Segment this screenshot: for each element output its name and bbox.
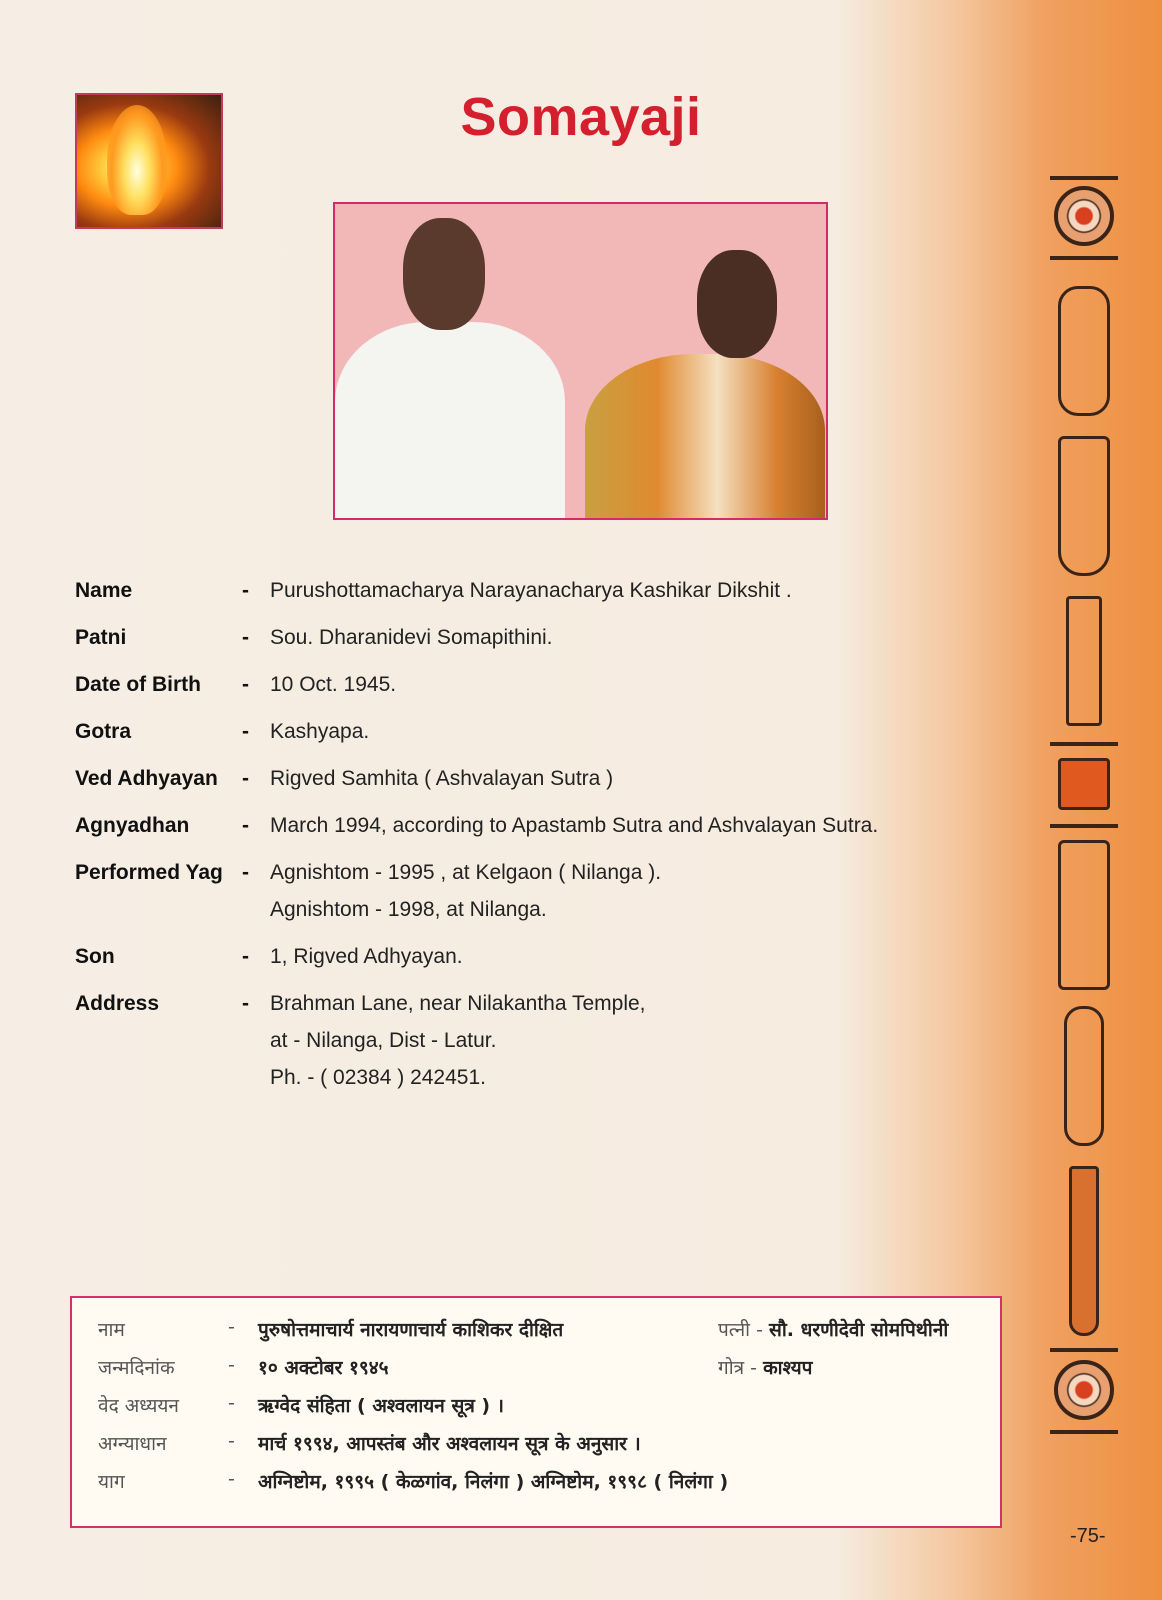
hindi-right-value: सौ. धरणीदेवी सोमपिथीनी	[769, 1319, 949, 1341]
hindi-label: याग	[98, 1471, 125, 1493]
hindi-right-label: गोत्र -	[718, 1357, 758, 1379]
page-number: -75-	[1070, 1525, 1106, 1547]
scroll-ornament-icon	[1058, 840, 1110, 990]
ladle-ornament-icon	[1069, 1166, 1099, 1336]
detail-value: Rigved Samhita ( Ashvalayan Sutra )	[270, 767, 614, 790]
detail-value: March 1994, according to Apastamb Sutra and Ashvalayan Sutra.	[270, 814, 879, 837]
detail-label: Patni	[75, 626, 127, 649]
detail-label: Ved Adhyayan	[75, 767, 218, 790]
detail-value: 1, Rigved Adhyayan.	[270, 945, 463, 968]
hindi-label: वेद अध्ययन	[98, 1395, 179, 1417]
hindi-label: नाम	[98, 1319, 125, 1341]
detail-row-address: Address - Brahman Lane, near Nilakantha Temple, at - Nilanga, Dist - Latur. Ph. - ( 02384 ) 242451.	[75, 985, 975, 1096]
detail-row-ved-adhyayan: Ved Adhyayan - Rigved Samhita ( Ashvalayan Sutra )	[75, 760, 975, 797]
detail-value: Purushottamacharya Narayanacharya Kashikar Dikshit .	[270, 579, 792, 602]
details-list	[75, 572, 975, 1106]
hindi-label: जन्मदिनांक	[98, 1357, 175, 1379]
detail-row-name: Name - Purushottamacharya Narayanacharya Kashikar Dikshit .	[75, 572, 975, 609]
cup-ornament-icon	[1058, 436, 1110, 576]
detail-value: Agnishtom - 1995 , at Kelgaon ( Nilanga ).	[270, 861, 662, 884]
detail-value: Sou. Dharanidevi Somapithini.	[270, 626, 553, 649]
vessel-ornament-icon	[1058, 286, 1110, 416]
hindi-right-label: पत्नी -	[718, 1319, 763, 1341]
hindi-value: ऋग्वेद संहिता ( अश्वलायन सूत्र ) ।	[258, 1395, 504, 1417]
detail-label: Agnyadhan	[75, 814, 190, 837]
hindi-summary-box	[70, 1296, 1002, 1528]
pestle-ornament-icon	[1064, 1006, 1104, 1146]
detail-value: Agnishtom - 1998, at Nilanga.	[270, 898, 547, 921]
detail-value: Brahman Lane, near Nilakantha Temple,	[270, 992, 646, 1015]
detail-row-dob: Date of Birth - 10 Oct. 1945.	[75, 666, 975, 703]
detail-label: Gotra	[75, 720, 132, 743]
hindi-value: अग्निष्टोम, १९९५ ( केळगांव, निलंगा ) अग्निष्टोम, १९९८ ( निलंगा )	[258, 1471, 729, 1493]
hindi-row-ved: वेद अध्ययन - ऋग्वेद संहिता ( अश्वलायन सूत्र ) ।	[98, 1392, 504, 1417]
hindi-label: अग्न्याधान	[98, 1433, 167, 1455]
hindi-value: मार्च १९९४, आपस्तंब और अश्वलायन सूत्र के अनुसार ।	[258, 1433, 641, 1455]
detail-label: Performed Yag	[75, 861, 223, 884]
detail-value: 10 Oct. 1945.	[270, 673, 397, 696]
hindi-right-value: काश्यप	[763, 1357, 813, 1379]
detail-row-agnyadhan: Agnyadhan - March 1994, according to Apastamb Sutra and Ashvalayan Sutra.	[75, 807, 975, 844]
detail-label: Address	[75, 992, 160, 1015]
hindi-value: १० अक्टोबर १९४५	[258, 1357, 389, 1379]
detail-row-son: Son - 1, Rigved Adhyayan.	[75, 938, 975, 975]
detail-row-patni: Patni - Sou. Dharanidevi Somapithini.	[75, 619, 975, 656]
detail-row-performed-yag: Performed Yag - Agnishtom - 1995 , at Kelgaon ( Nilanga ). Agnishtom - 1998, at Nilanga.	[75, 854, 975, 928]
fire-altar-ornament-icon	[1058, 758, 1110, 810]
detail-value: Ph. - ( 02384 ) 242451.	[270, 1066, 486, 1089]
post-ornament-icon	[1066, 596, 1102, 726]
detail-label: Son	[75, 945, 115, 968]
hindi-row-name: नाम - पुरुषोत्तमाचार्य नारायणाचार्य काशिकर दीक्षित पत्नी - सौ. धरणीदेवी सोमपिथीनी	[98, 1316, 949, 1341]
ritual-implements-border	[1050, 176, 1118, 1446]
detail-row-gotra: Gotra - Kashyapa.	[75, 713, 975, 750]
hindi-row-dob: जन्मदिनांक - १० अक्टोबर १९४५ गोत्र - काश्यप	[98, 1354, 813, 1379]
wheel-ornament-icon	[1054, 1360, 1114, 1420]
couple-portrait-photo	[333, 202, 828, 520]
detail-value: Kashyapa.	[270, 720, 370, 743]
hindi-row-yag: याग - अग्निष्टोम, १९९५ ( केळगांव, निलंगा ) अग्निष्टोम, १९९८ ( निलंगा )	[98, 1468, 729, 1493]
wheel-ornament-icon	[1054, 186, 1114, 246]
hindi-row-agnyadhan: अग्न्याधान - मार्च १९९४, आपस्तंब और अश्वलायन सूत्र के अनुसार ।	[98, 1430, 641, 1455]
detail-value: at - Nilanga, Dist - Latur.	[270, 1029, 497, 1052]
sacrificial-fire-photo	[75, 93, 223, 229]
detail-label: Name	[75, 579, 133, 602]
page-title: Somayaji	[460, 87, 702, 147]
hindi-value: पुरुषोत्तमाचार्य नारायणाचार्य काशिकर दीक्षित	[258, 1319, 564, 1341]
detail-label: Date of Birth	[75, 673, 201, 696]
